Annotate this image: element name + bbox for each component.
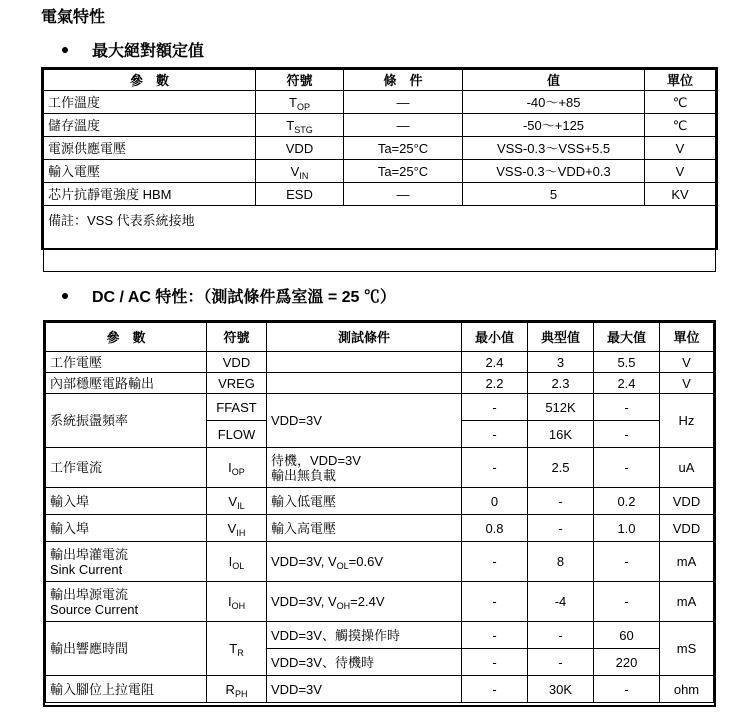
value-cell: 5 — [463, 183, 645, 206]
condition-cell: VDD=3V — [267, 394, 462, 448]
value-cell: VSS-0.3～VDD+0.3 — [463, 160, 645, 183]
header-unit: 單位 — [660, 323, 714, 352]
unit-cell: ohm — [660, 676, 714, 703]
abs-max-table — [41, 67, 718, 250]
table-header-row — [46, 323, 714, 352]
min-cell: - — [462, 421, 528, 448]
typ-cell: - — [528, 515, 594, 542]
symbol-cell: $I_{OP}$ — [207, 448, 267, 488]
min-cell: - — [462, 582, 528, 622]
subsection-abs-max — [62, 38, 204, 61]
unit-cell: mA — [660, 542, 714, 582]
table-header-row — [44, 70, 716, 91]
min-cell: - — [462, 622, 528, 649]
symbol-cell: $V_{IH}$ — [207, 515, 267, 542]
section-title: 電氣特性 — [41, 7, 106, 26]
condition-cell: VDD=3V, $V_{OH}=2.4V$ — [267, 582, 462, 622]
param-cell: 芯片抗靜電強度 HBM — [44, 183, 256, 206]
subsection-abs-max-label: 最大絕對額定值 — [92, 41, 205, 60]
condition-cell: Ta=25°C — [344, 160, 463, 183]
max-cell: 5.5 — [594, 352, 660, 373]
param-cell: 工作電流 — [46, 448, 207, 488]
unit-cell: ℃ — [645, 91, 716, 114]
condition-cell: VDD=3V、觸摸操作時 — [267, 622, 462, 649]
min-cell: 0 — [462, 488, 528, 515]
unit-cell: Hz — [660, 394, 714, 448]
condition-cell: VDD=3V、待機時 — [267, 649, 462, 676]
condition-cell — [267, 373, 462, 394]
table-row — [46, 676, 714, 703]
dc-ac-table — [43, 320, 716, 707]
header-symbol: 符號 — [256, 70, 344, 91]
symbol-cell: $R_{PH}$ — [207, 676, 267, 703]
value-cell: VSS-0.3～VSS+5.5 — [463, 137, 645, 160]
max-cell: 60 — [594, 622, 660, 649]
param-cell: 輸出埠灌電流 Sink Current — [46, 542, 207, 582]
bullet-icon — [62, 47, 68, 53]
typ-cell: -4 — [528, 582, 594, 622]
header-min: 最小值 — [462, 323, 528, 352]
min-cell: 2.4 — [462, 352, 528, 373]
typ-cell: 2.3 — [528, 373, 594, 394]
param-cell: 輸入埠 — [46, 488, 207, 515]
max-cell: 0.2 — [594, 488, 660, 515]
header-unit: 單位 — [645, 70, 716, 91]
symbol-cell: $T_R$ — [207, 622, 267, 676]
symbol-cell: VDD — [256, 137, 344, 160]
condition-cell: 輸入低電壓 — [267, 488, 462, 515]
typ-cell: - — [528, 488, 594, 515]
symbol-cell: $I_{OH}$ — [207, 582, 267, 622]
param-cell: 工作溫度 — [44, 91, 256, 114]
max-cell: - — [594, 676, 660, 703]
table-row — [46, 394, 714, 421]
header-value: 值 — [463, 70, 645, 91]
param-cell: 工作電壓 — [46, 352, 207, 373]
unit-cell: VDD — [660, 515, 714, 542]
table-row — [46, 515, 714, 542]
symbol-cell: VREG — [207, 373, 267, 394]
min-cell: - — [462, 394, 528, 421]
max-cell: 220 — [594, 649, 660, 676]
condition-cell: — — [344, 91, 463, 114]
param-cell: 輸出響應時間 — [46, 622, 207, 676]
subsection-dc-ac-label: DC / AC 特性：（測試條件爲室溫 = 25 ℃） — [92, 289, 396, 306]
unit-cell: KV — [645, 183, 716, 206]
table-row — [46, 542, 714, 582]
typ-cell: 512K — [528, 394, 594, 421]
max-cell: 2.4 — [594, 373, 660, 394]
symbol-cell: $V_{IN}$ — [256, 160, 344, 183]
max-cell: - — [594, 421, 660, 448]
table-row — [46, 373, 714, 394]
max-cell: - — [594, 394, 660, 421]
max-cell: - — [594, 542, 660, 582]
symbol-cell: $T_{STG}$ — [256, 114, 344, 137]
max-cell: 1.0 — [594, 515, 660, 542]
param-cell: 內部穩壓電路輸出 — [46, 373, 207, 394]
param-cell: 系統振盪頻率 — [46, 394, 207, 448]
symbol-cell: ESD — [256, 183, 344, 206]
condition-cell: — — [344, 114, 463, 137]
symbol-cell: $V_{IL}$ — [207, 488, 267, 515]
table-row — [46, 448, 714, 488]
condition-cell: — — [344, 183, 463, 206]
condition-cell: VDD=3V, $V_{OL}=0.6V$ — [267, 542, 462, 582]
condition-cell: 待機，VDD=3V 輸出無負載 — [267, 448, 462, 488]
min-cell: 2.2 — [462, 373, 528, 394]
unit-cell: V — [660, 373, 714, 394]
condition-cell: VDD=3V — [267, 676, 462, 703]
unit-cell: uA — [660, 448, 714, 488]
header-param: 參 數 — [46, 323, 207, 352]
unit-cell: V — [660, 352, 714, 373]
symbol-cell: $T_{OP}$ — [256, 91, 344, 114]
table-row — [44, 160, 716, 183]
table-row — [46, 488, 714, 515]
typ-cell: 8 — [528, 542, 594, 582]
unit-cell: mA — [660, 582, 714, 622]
table-row — [46, 352, 714, 373]
max-cell: - — [594, 582, 660, 622]
unit-cell: ℃ — [645, 114, 716, 137]
header-param: 參 數 — [44, 70, 256, 91]
table-row — [46, 582, 714, 622]
bullet-icon — [62, 293, 68, 299]
symbol-cell: FFAST — [207, 394, 267, 421]
typ-cell: 3 — [528, 352, 594, 373]
typ-cell: 2.5 — [528, 448, 594, 488]
min-cell: - — [462, 542, 528, 582]
table-row — [44, 114, 716, 137]
table-note: 備註：VSS 代表系統接地 — [44, 206, 716, 272]
param-cell: 輸入電壓 — [44, 160, 256, 183]
param-cell: 輸入腳位上拉電阻 — [46, 676, 207, 703]
value-cell: -40～+85 — [463, 91, 645, 114]
header-max: 最大值 — [594, 323, 660, 352]
unit-cell: VDD — [660, 488, 714, 515]
table-row — [44, 183, 716, 206]
min-cell: - — [462, 649, 528, 676]
condition-cell — [267, 352, 462, 373]
condition-cell: Ta=25°C — [344, 137, 463, 160]
min-cell: - — [462, 676, 528, 703]
condition-cell: 輸入高電壓 — [267, 515, 462, 542]
table-row — [44, 91, 716, 114]
symbol-cell: $I_{OL}$ — [207, 542, 267, 582]
symbol-cell: FLOW — [207, 421, 267, 448]
header-test-condition: 測試條件 — [267, 323, 462, 352]
header-typ: 典型值 — [528, 323, 594, 352]
subsection-dc-ac — [62, 284, 396, 307]
typ-cell: - — [528, 622, 594, 649]
value-cell: -50～+125 — [463, 114, 645, 137]
header-symbol: 符號 — [207, 323, 267, 352]
typ-cell: - — [528, 649, 594, 676]
typ-cell: 30K — [528, 676, 594, 703]
param-cell: 輸入埠 — [46, 515, 207, 542]
unit-cell: V — [645, 160, 716, 183]
max-cell: - — [594, 448, 660, 488]
min-cell: - — [462, 448, 528, 488]
header-condition: 條 件 — [344, 70, 463, 91]
symbol-cell: VDD — [207, 352, 267, 373]
table-row — [46, 622, 714, 649]
unit-cell: mS — [660, 622, 714, 676]
param-cell: 儲存溫度 — [44, 114, 256, 137]
min-cell: 0.8 — [462, 515, 528, 542]
unit-cell: V — [645, 137, 716, 160]
table-row — [44, 137, 716, 160]
param-cell: 電源供應電壓 — [44, 137, 256, 160]
note-row — [44, 206, 716, 272]
param-cell: 輸出埠源電流 Source Current — [46, 582, 207, 622]
typ-cell: 16K — [528, 421, 594, 448]
